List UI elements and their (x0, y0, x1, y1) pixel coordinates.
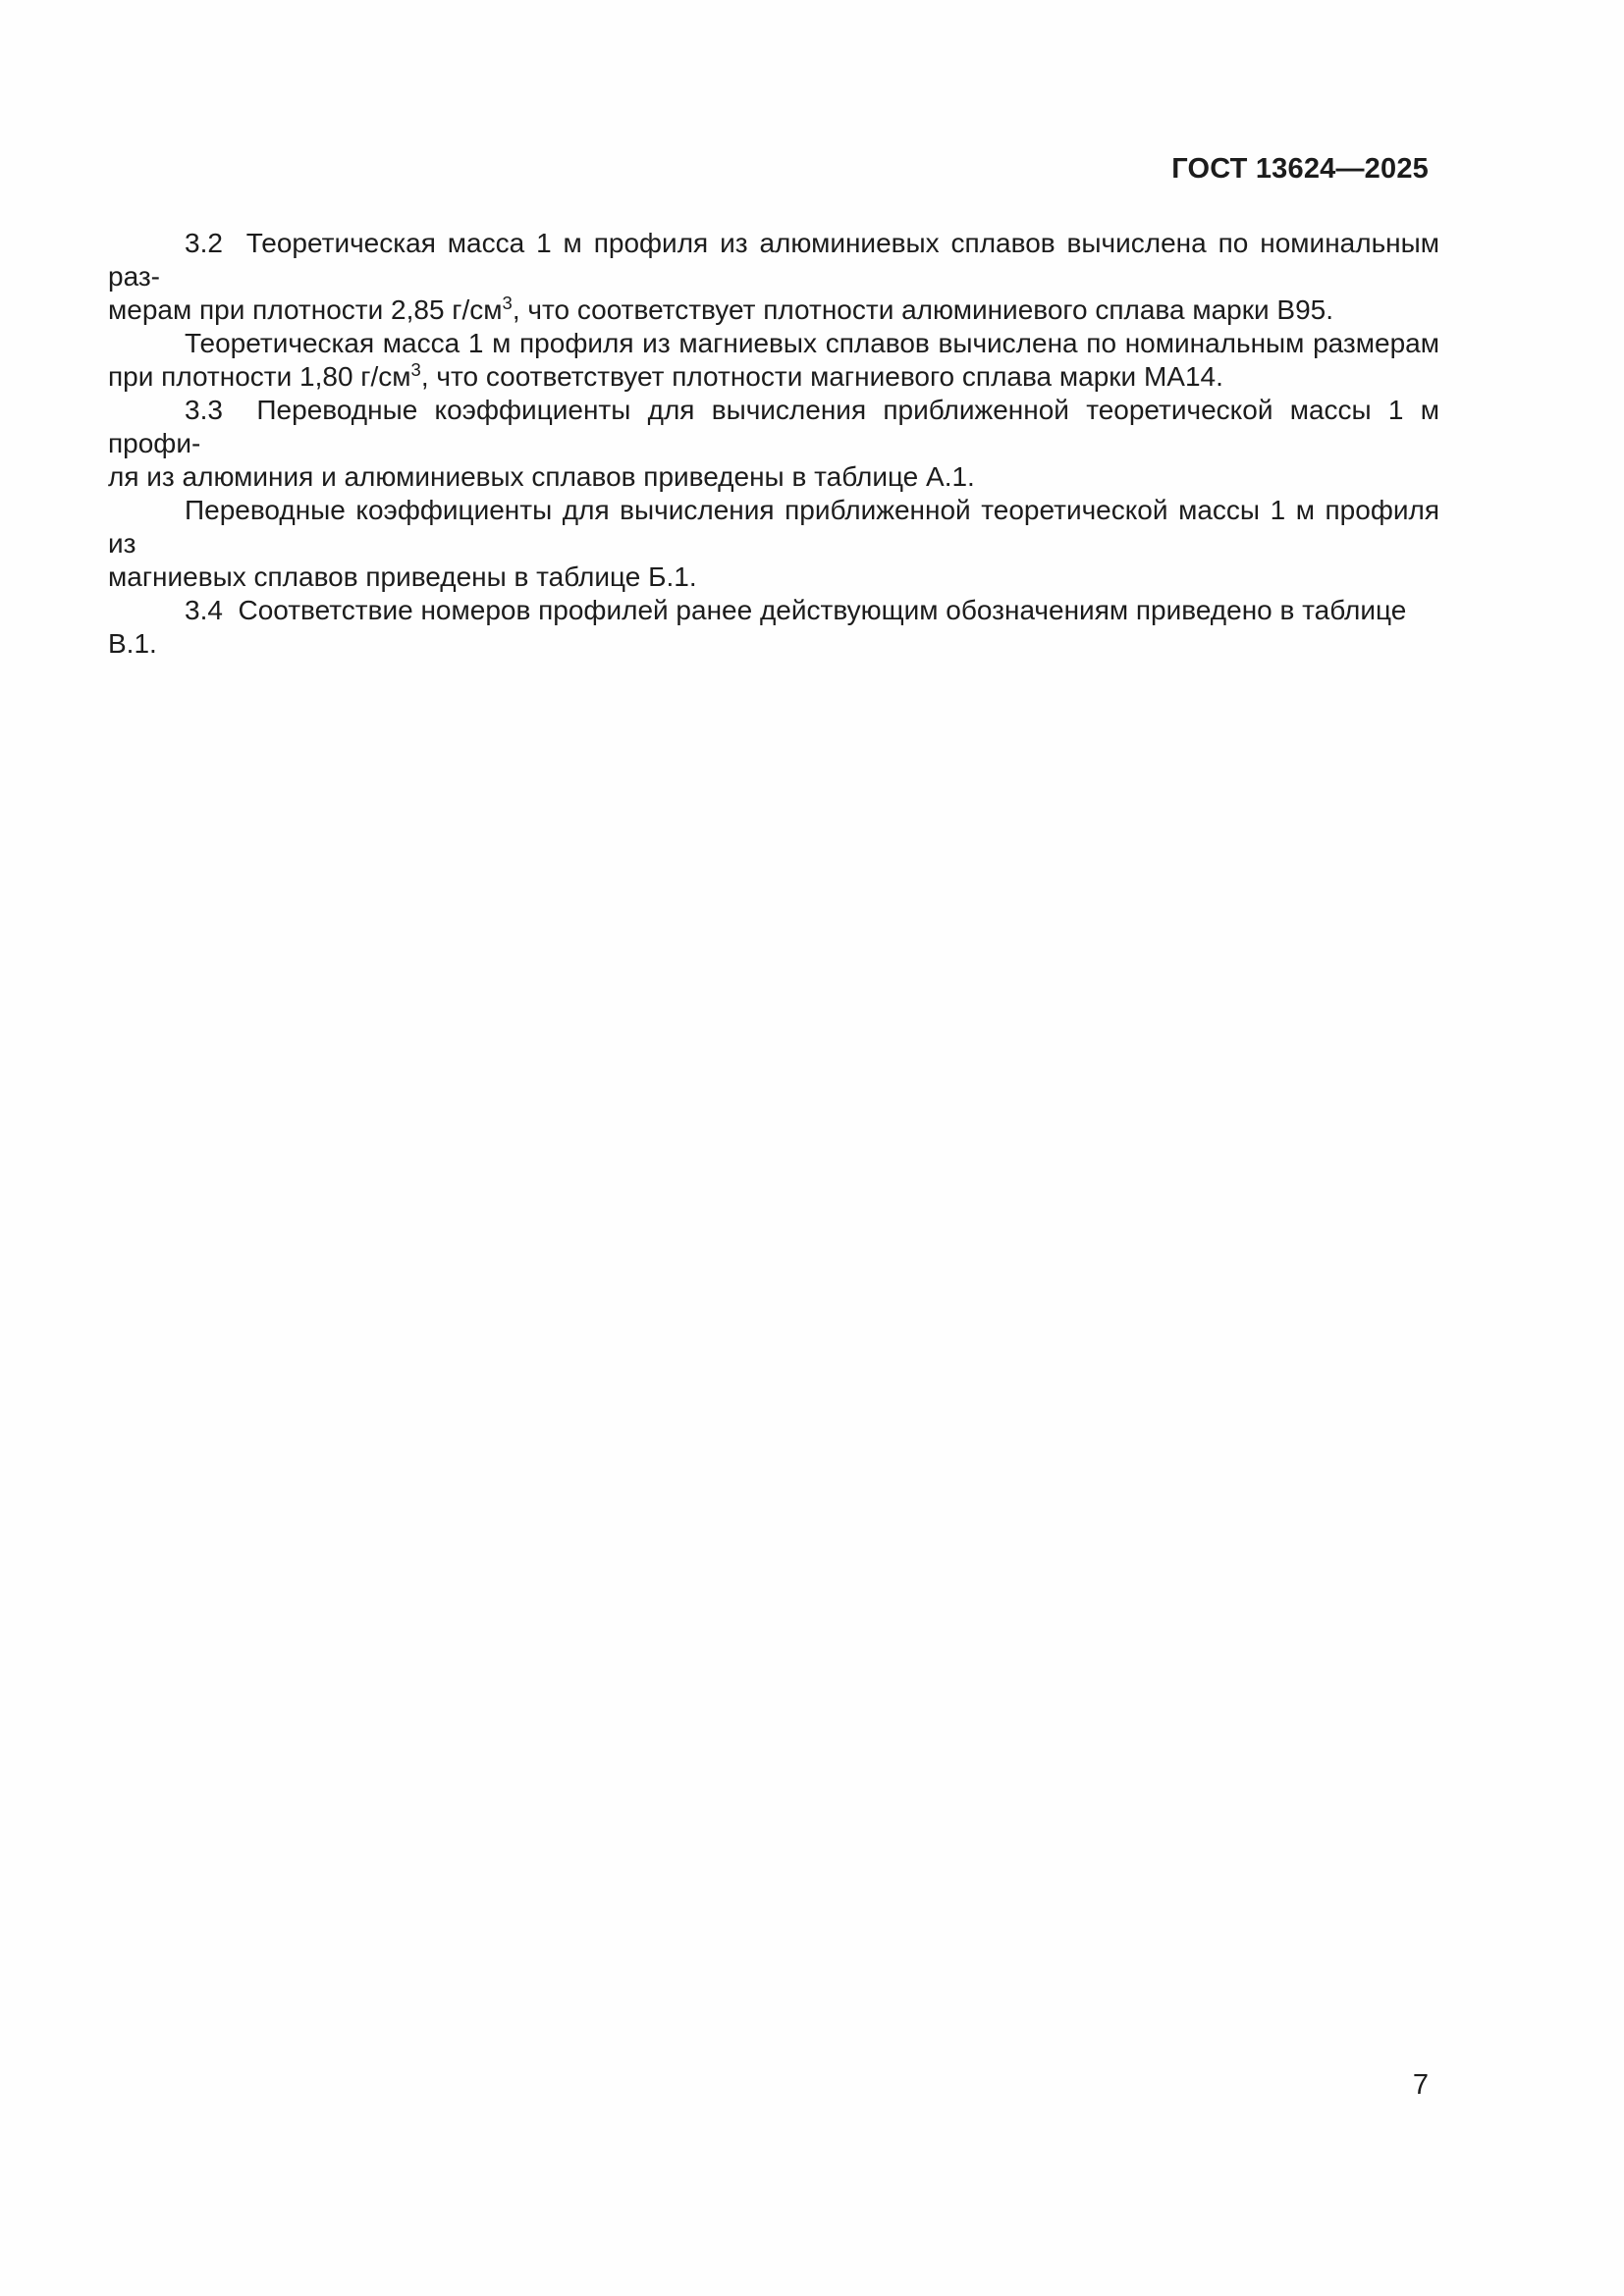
paragraph-text: магниевых сплавов приведены в таблице Б.1. (108, 561, 697, 592)
paragraph-text: 3.3 Переводные коэффициенты для вычисления приближенной теоретической массы 1 м профи- (108, 395, 1439, 458)
paragraph-coefficients-line-2 (108, 561, 1439, 594)
paragraph-3-3-line-2 (108, 460, 1439, 494)
paragraph-text: ля из алюминия и алюминиевых сплавов приведены в таблице А.1. (108, 461, 975, 492)
paragraph-3-4-line-1 (108, 594, 1439, 661)
paragraph-text: Теоретическая масса 1 м профиля из магниевых сплавов вычислена по номинальным размерам (185, 328, 1439, 358)
paragraph-magnesium-line-1 (108, 327, 1439, 360)
paragraph-3-2-line-2 (108, 294, 1439, 327)
paragraph-text: 3.2 Теоретическая масса 1 м профиля из алюминиевых сплавов вычислена по номинальным раз- (108, 228, 1439, 292)
paragraph-text: мерам при плотности 2,85 г/см (108, 294, 503, 325)
superscript-3: 3 (410, 359, 421, 381)
paragraph-text: , что соответствует плотности алюминиевого сплава марки В95. (512, 294, 1333, 325)
paragraph-coefficients-line-1 (108, 494, 1439, 561)
paragraph-magnesium-line-2 (108, 360, 1439, 394)
paragraph-3-3-line-1 (108, 394, 1439, 460)
paragraph-text: Переводные коэффициенты для вычисления приближенной теоретической массы 1 м профиля из (108, 495, 1439, 559)
document-designation: ГОСТ 13624—2025 (1171, 153, 1429, 185)
page-number: 7 (1412, 2069, 1429, 2101)
paragraph-3-2-line-1 (108, 227, 1439, 294)
paragraph-text: , что соответствует плотности магниевого сплава марки МА14. (420, 361, 1223, 392)
paragraph-text: 3.4 Соответствие номеров профилей ранее действующим обозначениям приведено в таблице В.1. (108, 595, 1407, 659)
body-text (108, 227, 1439, 661)
paragraph-text: при плотности 1,80 г/см (108, 361, 411, 392)
superscript-3: 3 (502, 293, 513, 314)
